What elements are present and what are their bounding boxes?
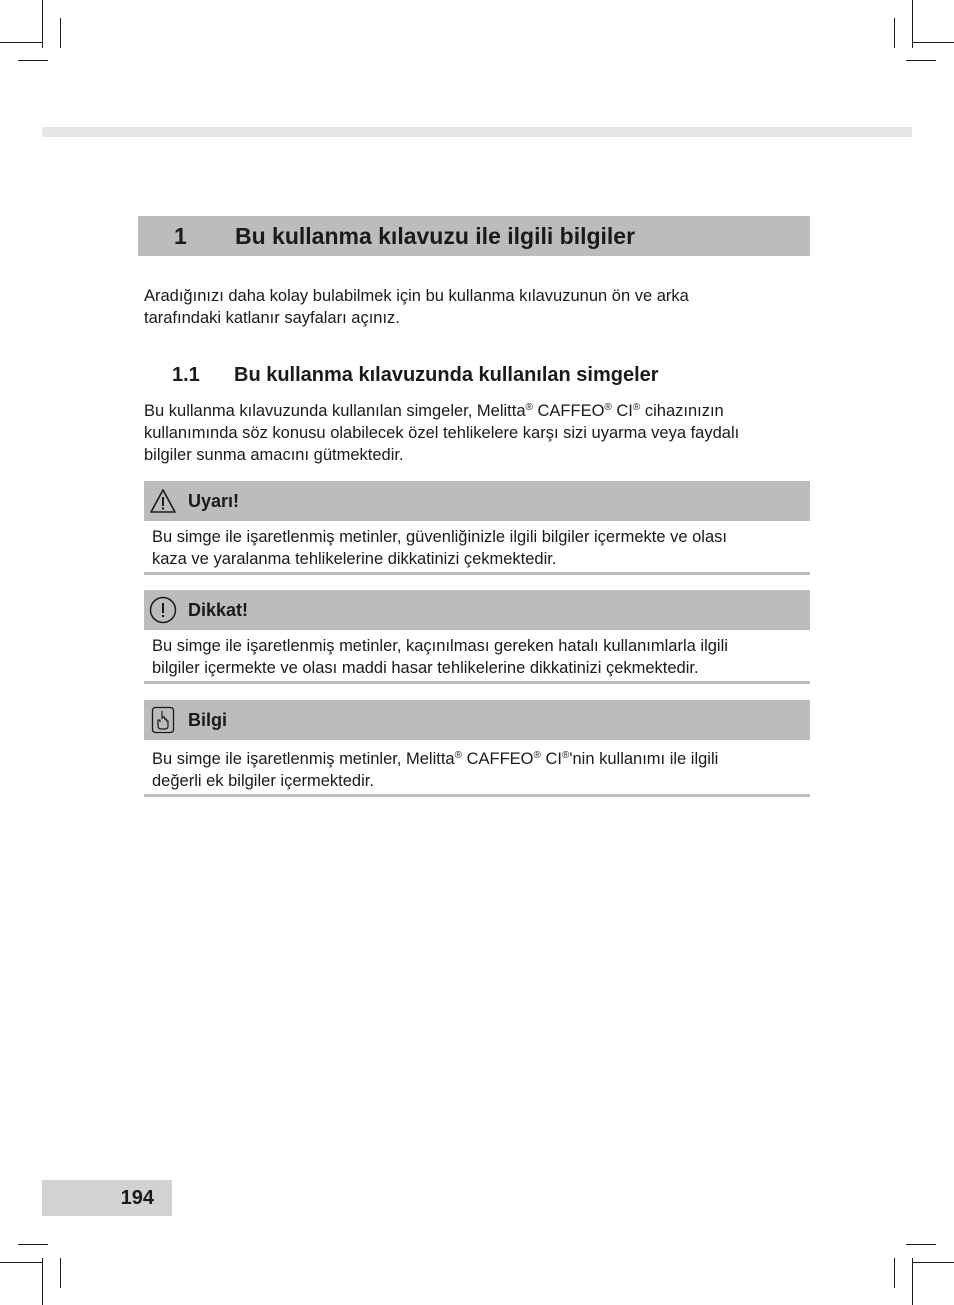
- warning-bottom-rule: [144, 572, 810, 575]
- caution-line: Bu simge ile işaretlenmiş metinler, kaçınılması gereken hatalı kullanımlarla ilgili: [152, 637, 728, 655]
- top-decorative-bar: [42, 127, 912, 137]
- section-line: kullanımında söz konusu olabilecek özel tehlikelere karşı sizi uyarma veya faydalı: [144, 424, 740, 442]
- section-line: Bu kullanma kılavuzunda kullanılan simgeler, Melitta® CAFFEO® CI® cihazınızın: [144, 402, 724, 420]
- exclamation-circle-icon: [148, 595, 178, 625]
- info-line: değerli ek bilgiler içermektedir.: [152, 772, 374, 790]
- intro-line: tarafındaki katlanır sayfaları açınız.: [144, 309, 400, 327]
- info-line: Bu simge ile işaretlenmiş metinler, Melitta® CAFFEO® CI®'nin kullanımı ile ilgili: [152, 750, 719, 768]
- caution-header: [144, 590, 810, 630]
- warning-title: Uyarı!: [188, 490, 240, 511]
- info-header: [144, 700, 810, 740]
- chapter-title: Bu kullanma kılavuzu ile ilgili bilgiler: [235, 222, 636, 249]
- warning-triangle-icon: [148, 486, 178, 516]
- section-title: Bu kullanma kılavuzunda kullanılan simgeler: [234, 364, 659, 386]
- page-number: 194: [42, 1180, 172, 1216]
- intro-line: Aradığınızı daha kolay bulabilmek için bu kullanma kılavuzunun ön ve arka: [144, 287, 689, 305]
- warning-line: kaza ve yaralanma tehlikelerine dikkatinizi çekmektedir.: [152, 550, 557, 568]
- caution-line: bilgiler içermekte ve olası maddi hasar tehlikelerine dikkatinizi çekmektedir.: [152, 659, 699, 677]
- warning-line: Bu simge ile işaretlenmiş metinler, güvenliğinizle ilgili bilgiler içermekte ve olası: [152, 528, 727, 546]
- caution-box: [144, 590, 810, 684]
- pointing-hand-icon: [148, 705, 178, 735]
- warning-body: [144, 521, 810, 570]
- section-line: bilgiler sunma amacını gütmektedir.: [144, 446, 404, 464]
- caution-body: [144, 630, 810, 679]
- chapter-number: 1: [174, 222, 187, 249]
- caution-bottom-rule: [144, 681, 810, 684]
- intro-paragraph: [144, 285, 810, 329]
- warning-box: [144, 481, 810, 575]
- caution-title: Dikkat!: [188, 599, 249, 620]
- section-paragraph: [144, 397, 810, 466]
- info-title: Bilgi: [188, 709, 227, 730]
- chapter-header: [138, 216, 810, 256]
- section-heading: [172, 364, 659, 387]
- section-number: 1.1: [172, 364, 200, 386]
- warning-header: [144, 481, 810, 521]
- info-box: [144, 700, 810, 797]
- info-bottom-rule: [144, 794, 810, 797]
- info-body: [144, 740, 810, 792]
